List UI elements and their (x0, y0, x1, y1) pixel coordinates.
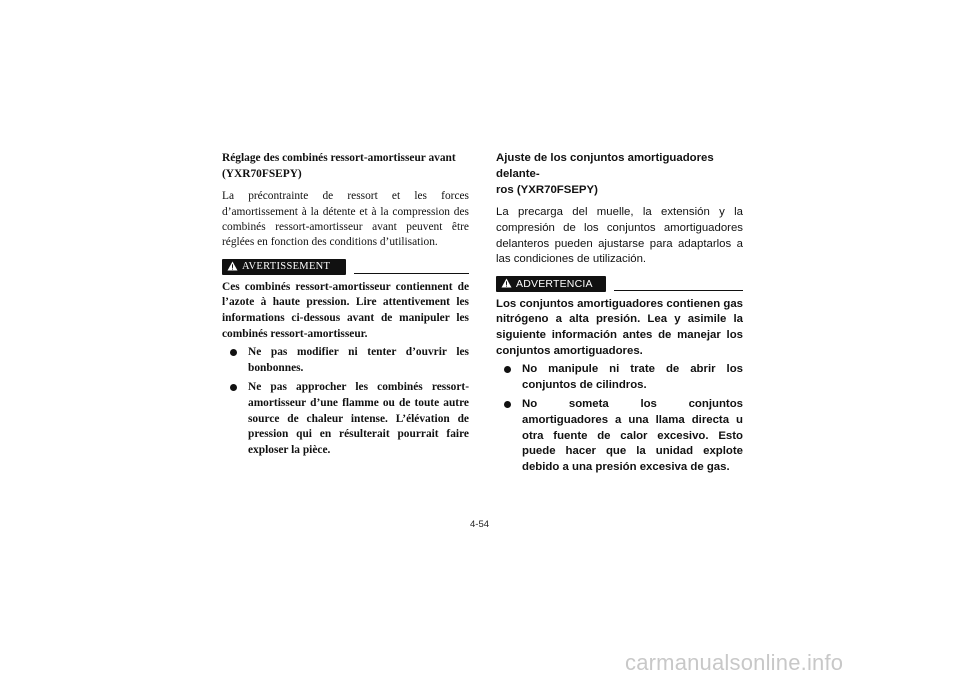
bullet-icon (230, 384, 237, 391)
warning-triangle-icon (227, 258, 238, 276)
bullet-icon (504, 401, 511, 408)
spanish-bullet-item (496, 362, 743, 393)
spanish-bullet-text: No manipule ni trate de abrir los conjuntos de cilindros. (522, 363, 743, 391)
warning-triangle-icon (501, 275, 512, 293)
spanish-body-text: La precarga del muelle, la extensión y la compresión de los conjuntos amortiguadores delanteros pueden ajustarse para adaptarlos a las condiciones de utilización. (496, 206, 743, 266)
spanish-column (496, 151, 743, 479)
french-section-title (222, 151, 469, 182)
french-warning-text: Ces combinés ressort-amortisseur contiennent de l’azote à haute pression. Lire attentivement les informations ci-dessous avant de manipuler les combinés ressort-amortisseur. (222, 280, 469, 340)
french-warning-header (222, 259, 469, 275)
spanish-title-line2: ros (YXR70FSEPY) (496, 183, 598, 196)
spanish-bullet-text: No someta los conjuntos amortiguadores a una llama directa u otra fuente de calor excesivo. Esto puede hacer que la unidad explote debido a una presión excesiva de gas. (522, 398, 743, 473)
bullet-icon (504, 366, 511, 373)
page-number: 4-54 (470, 519, 490, 530)
spanish-bullet-list (496, 362, 743, 475)
french-bullet-text: Ne pas modifier ni tenter d’ouvrir les bonbonnes. (248, 346, 469, 374)
french-title-line1: Réglage des combinés ressort-amortisseur avant (222, 152, 456, 164)
french-column (222, 151, 469, 462)
spanish-section-title (496, 151, 743, 198)
spanish-warning-header (496, 276, 743, 292)
french-warning-label: AVERTISSEMENT (242, 261, 331, 273)
french-bullet-item (222, 345, 469, 376)
french-title-line2: (YXR70FSEPY) (222, 167, 302, 180)
spanish-warning-rule (614, 290, 743, 291)
spanish-title-line1: Ajuste de los conjuntos amortiguadores delante- (496, 152, 714, 180)
french-bullet-list (222, 345, 469, 458)
french-bullet-text: Ne pas approcher les combinés ressort-amortisseur d’une flamme ou de toute autre source de chaleur intense. L’élévation de pression qui en résulterait pourrait faire exploser la pièce. (248, 381, 469, 456)
bullet-icon (230, 349, 237, 356)
french-bullet-item (222, 380, 469, 458)
spanish-warning-text: Los conjuntos amortiguadores contienen gas nitrógeno a alta presión. Lea y asimile la siguiente información antes de manejar los conjuntos amortiguadores. (496, 297, 743, 357)
french-warning-rule (354, 273, 469, 274)
spanish-bullet-item (496, 397, 743, 475)
french-warning-badge (222, 259, 346, 275)
spanish-warning-badge (496, 276, 606, 292)
french-body-text: La précontrainte de ressort et les forces d’amortissement à la détente et à la compression des combinés ressort-amortisseur avant peuvent être réglées en fonction des conditions d’utilisation. (222, 190, 469, 249)
spanish-warning-label: ADVERTENCIA (516, 277, 593, 290)
watermark-text: carmanualsonline.info (625, 650, 844, 675)
